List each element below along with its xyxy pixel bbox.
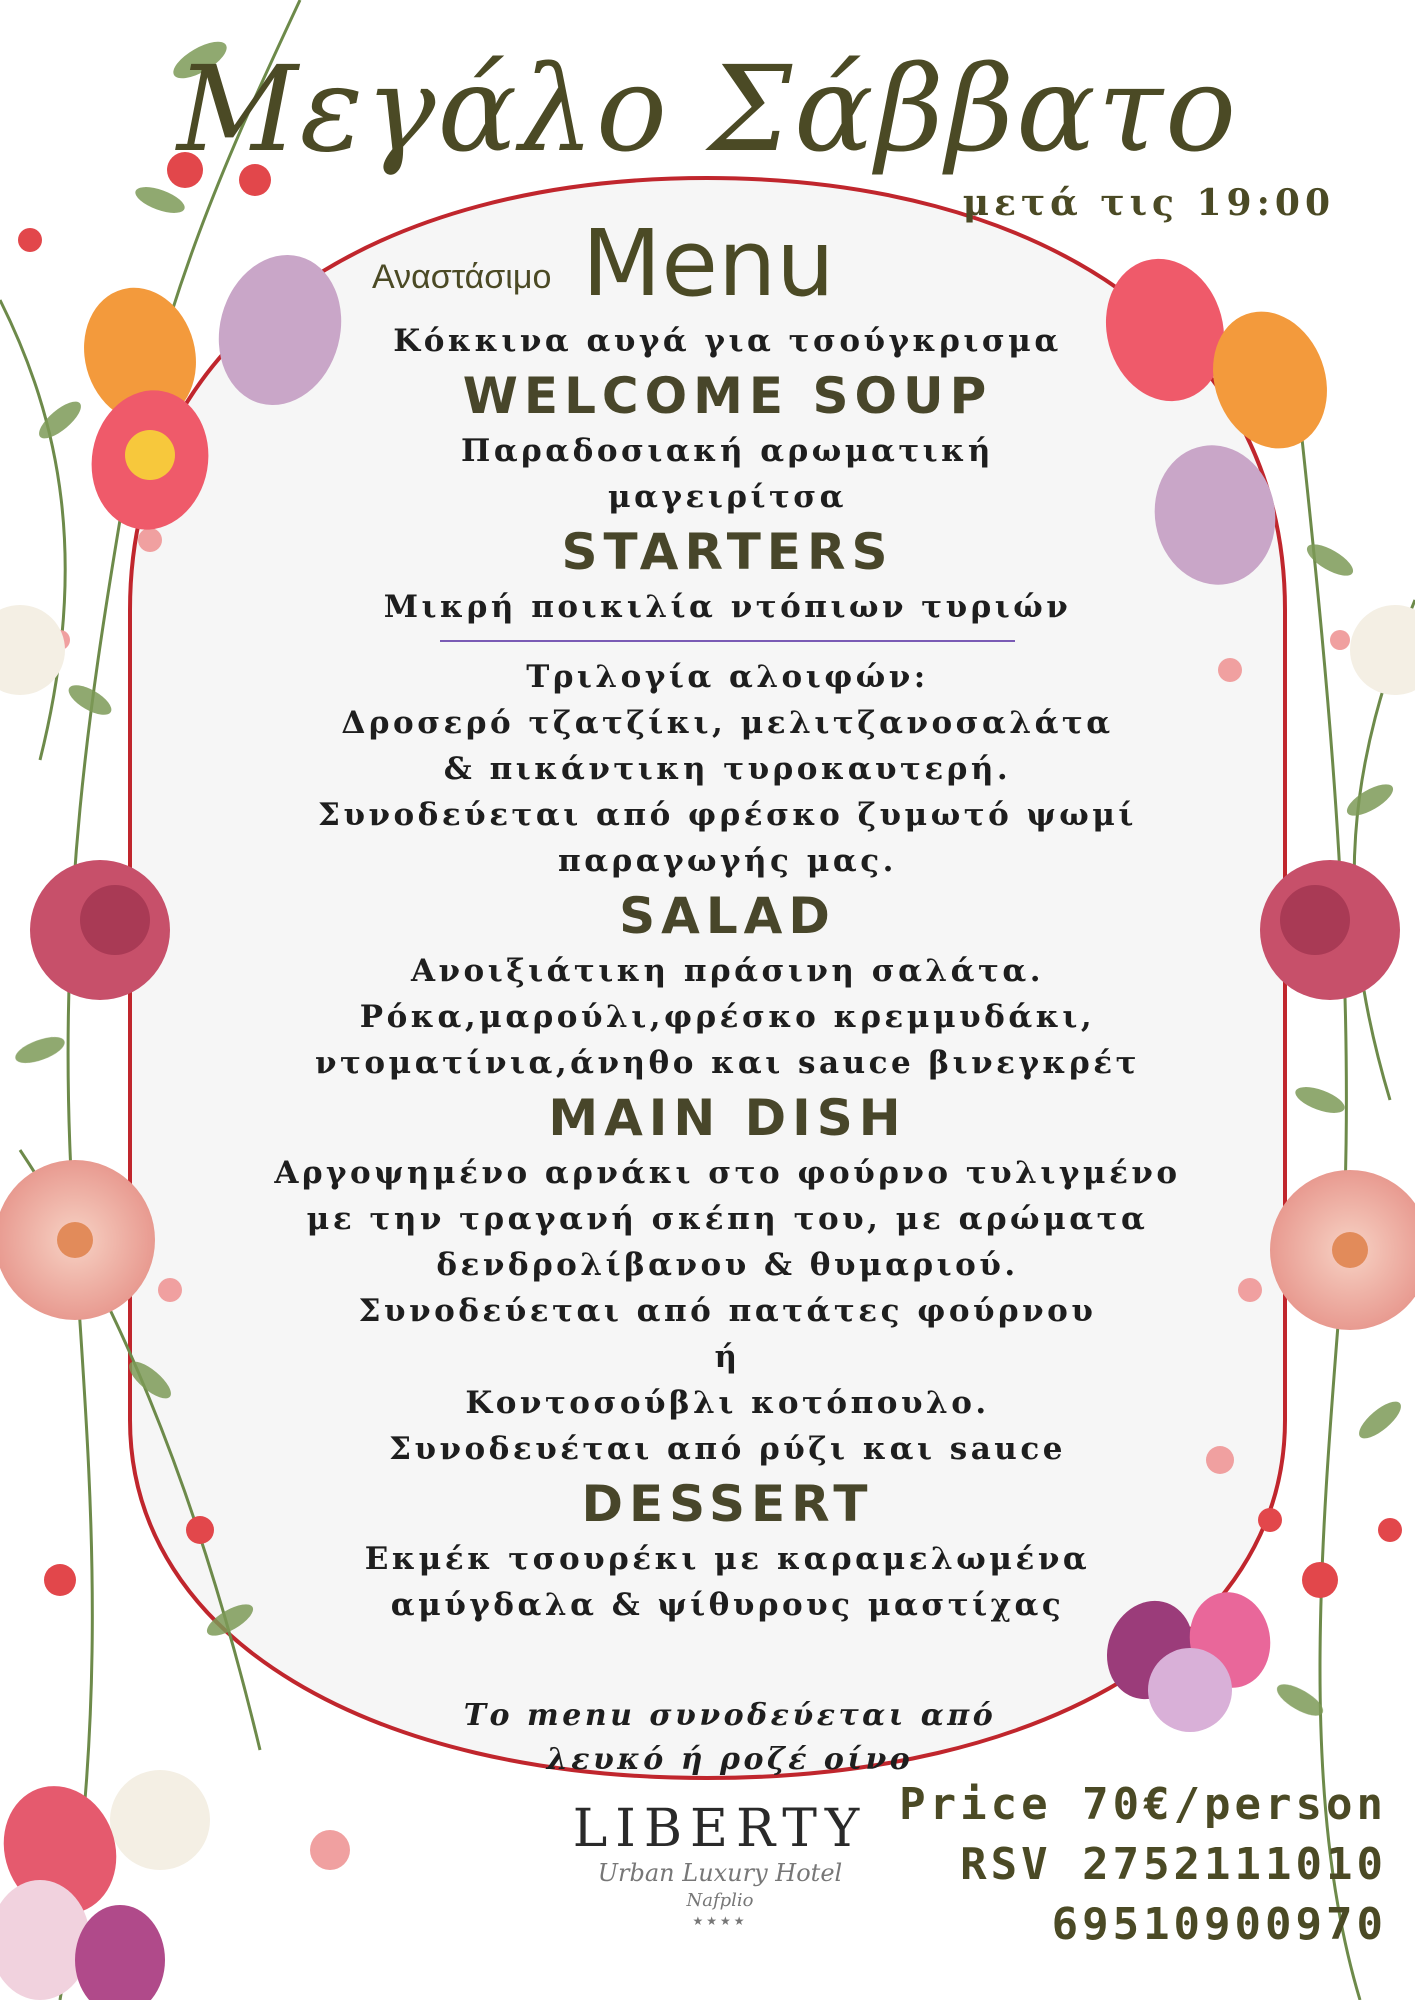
- section-heading-main: MAIN DISH: [548, 1089, 907, 1147]
- section-heading-starters: STARTERS: [561, 523, 894, 581]
- note-line: Το menu συνοδεύεται από: [463, 1698, 997, 1733]
- blossom-right-icon: [1270, 1170, 1415, 1330]
- logo-stars: ★★★★: [692, 1914, 748, 1928]
- logo-subtitle: Urban Luxury Hotel: [597, 1859, 843, 1887]
- menu-line: Κοντοσούβλι κοτόπουλο.: [465, 1385, 990, 1421]
- page-title: Μεγάλο Σάββατο: [176, 40, 1239, 178]
- menu-line: Δροσερό τζατζίκι, μελιτζανοσαλάτα: [341, 705, 1114, 741]
- logo-name: LIBERTY: [572, 1799, 868, 1859]
- menu-line: Ρόκα,μαρούλι,φρέσκο κρεμμυδάκι,: [359, 999, 1096, 1035]
- menu-word: Menu: [582, 210, 835, 317]
- section-heading-salad: SALAD: [619, 887, 836, 945]
- menu-line: Συνοδεύεται από πατάτες φούρνου: [358, 1293, 1097, 1329]
- white-flower-right-icon: [1350, 605, 1415, 695]
- note-line: λευκό ή ροζέ οίνο: [546, 1742, 914, 1777]
- menu-line: Συνοδεύεται από φρέσκο ζυμωτό ψωμί: [318, 797, 1137, 833]
- menu-line: με την τραγανή σκέπη του, με αρώματα: [306, 1201, 1149, 1237]
- section-heading-dessert: DESSERT: [581, 1475, 874, 1533]
- menu-line: Αργοψημένο αρνάκι στο φούρνο τυλιγμένο: [274, 1155, 1181, 1191]
- intro-line: Κόκκινα αυγά για τσούγκρισμα: [393, 323, 1062, 359]
- event-time: μετά τις 19:00: [962, 182, 1335, 224]
- menu-line: Συνοδευέται από ρύζι και sauce: [389, 1431, 1066, 1467]
- menu-line: μαγειρίτσα: [607, 479, 848, 515]
- peony-left-icon: [30, 860, 170, 1000]
- wine-note: [380, 1694, 1080, 1782]
- menu-line: Εκμέκ τσουρέκι με καραμελωμένα: [364, 1541, 1091, 1577]
- menu-line: ντοματίνια,άνηθο και sauce βινεγκρέτ: [315, 1045, 1140, 1081]
- reservation-phone: RSV 2752111010: [960, 1839, 1387, 1890]
- menu-line: & πικάντικη τυροκαυτερή.: [443, 751, 1012, 787]
- mobile-phone: 69510900970: [1051, 1899, 1387, 1950]
- hotel-logo: [560, 1800, 880, 1928]
- menu-line: αμύγδαλα & ψίθυρους μαστίχας: [390, 1587, 1065, 1623]
- price-text: Price 70€/person: [899, 1779, 1387, 1830]
- logo-city: Nafplio: [686, 1890, 754, 1911]
- contact-info: [899, 1775, 1387, 1955]
- menu-content: [250, 318, 1205, 1628]
- peony-right-icon: [1260, 860, 1400, 1000]
- section-heading-soup: WELCOME SOUP: [462, 367, 993, 425]
- menu-line: δενδρολίβανου & θυμαριού.: [436, 1247, 1019, 1283]
- menu-subtitle: Αναστάσιμο: [372, 258, 552, 296]
- menu-line: ή: [714, 1339, 741, 1375]
- menu-line: Ανοιξιάτικη πράσινη σαλάτα.: [410, 953, 1045, 989]
- menu-line: Παραδοσιακή αρωματική: [461, 433, 994, 469]
- divider: [440, 640, 1015, 642]
- menu-line: Τριλογία αλοιφών:: [526, 659, 929, 695]
- blossom-left-icon: [0, 1160, 155, 1320]
- menu-line: Μικρή ποικιλία ντόπιων τυριών: [383, 589, 1072, 625]
- menu-line: παραγωγής μας.: [558, 843, 897, 879]
